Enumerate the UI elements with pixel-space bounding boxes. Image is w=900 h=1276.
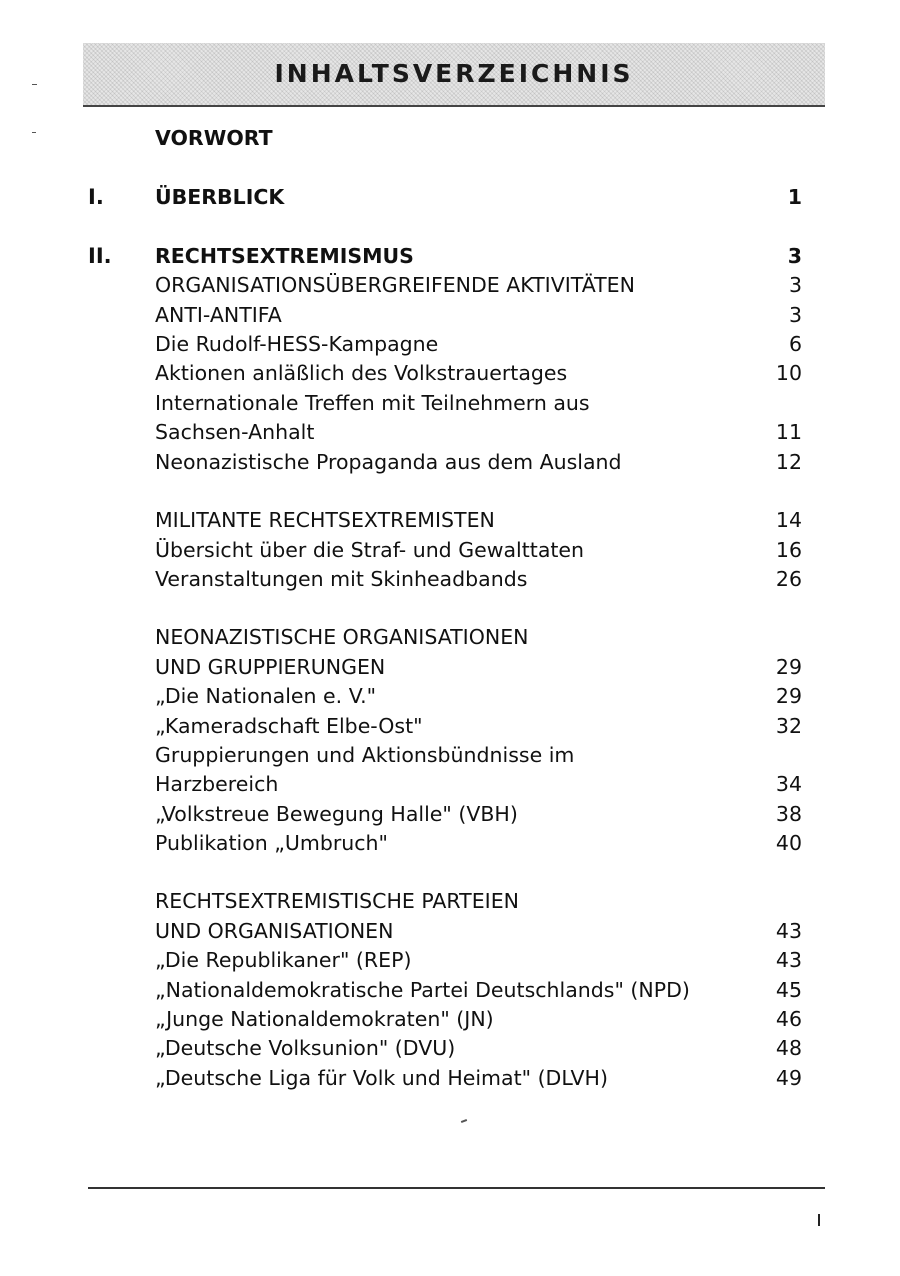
toc-entry-title: ÜBERBLICK	[155, 185, 285, 209]
toc-page-number: 12	[775, 450, 802, 474]
toc-entry-title: Übersicht über die Straf- und Gewalttaten	[155, 538, 585, 562]
toc-entry-title: Publikation „Umbruch"	[155, 831, 388, 855]
toc-entry	[0, 417, 900, 447]
toc-entry	[0, 916, 900, 946]
toc-entry	[0, 505, 900, 535]
toc-entry	[0, 535, 900, 565]
toc-page-number: 48	[775, 1036, 802, 1060]
toc-entry	[0, 1004, 900, 1034]
toc-entry	[0, 564, 900, 594]
scan-speck	[32, 132, 36, 133]
toc-entry	[0, 358, 900, 388]
toc-entry	[0, 711, 900, 741]
toc-chapter-number: II.	[88, 244, 112, 268]
toc-entry	[0, 241, 900, 271]
toc-page-number: 49	[775, 1066, 802, 1090]
toc-entry-title: ORGANISATIONSÜBERGREIFENDE AKTIVITÄTEN	[155, 273, 635, 297]
toc-entry-title: RECHTSEXTREMISTISCHE PARTEIEN	[155, 889, 519, 913]
toc-entry	[0, 1063, 900, 1093]
toc-entry-title: Sachsen-Anhalt	[155, 420, 315, 444]
scan-speck	[32, 84, 37, 85]
toc-entry-title: Internationale Treffen mit Teilnehmern aus	[155, 391, 590, 415]
toc-entry-title: MILITANTE RECHTSEXTREMISTEN	[155, 508, 495, 532]
toc-entry	[0, 769, 900, 799]
toc-page-number: 26	[775, 567, 802, 591]
toc-entry-title: Harzbereich	[155, 772, 279, 796]
toc-page-number: 3	[788, 273, 802, 297]
toc-entry	[0, 975, 900, 1005]
toc-entry-title: „Die Nationalen e. V."	[155, 684, 377, 708]
toc-page-number: 10	[775, 361, 802, 385]
toc-entry	[0, 300, 900, 330]
toc-entry	[0, 886, 900, 916]
toc-entry	[0, 945, 900, 975]
toc-entry-title: „Deutsche Volksunion" (DVU)	[155, 1036, 456, 1060]
footer-mark	[818, 1214, 820, 1226]
toc-entry-title: RECHTSEXTREMISMUS	[155, 244, 414, 268]
toc-page-number: 34	[775, 772, 802, 796]
toc-page-number: 14	[775, 508, 802, 532]
toc-page-number: 29	[775, 655, 802, 679]
toc-page-number: 43	[775, 948, 802, 972]
toc-entry	[0, 182, 900, 212]
toc-entry-title: „Deutsche Liga für Volk und Heimat" (DLVH)	[155, 1066, 608, 1090]
toc-entry	[0, 828, 900, 858]
toc-entry	[0, 681, 900, 711]
toc-entry-title: Veranstaltungen mit Skinheadbands	[155, 567, 528, 591]
toc-page-number: 6	[788, 332, 802, 356]
toc-page-number: 3	[787, 244, 802, 268]
toc-entry	[0, 799, 900, 829]
toc-entry	[0, 388, 900, 418]
toc-entry	[0, 740, 900, 770]
toc-chapter-number: I.	[88, 185, 104, 209]
toc-entry-title: „Junge Nationaldemokraten" (JN)	[155, 1007, 494, 1031]
toc-entry-title: „Volkstreue Bewegung Halle" (VBH)	[155, 802, 518, 826]
toc-page-number: 45	[775, 978, 802, 1002]
toc-page-number: 11	[775, 420, 802, 444]
toc-page-number: 1	[787, 185, 802, 209]
toc-entry	[0, 270, 900, 300]
toc-entry-title: „Nationaldemokratische Partei Deutschlands" (NPD)	[155, 978, 690, 1002]
toc-entry-title: VORWORT	[155, 126, 273, 150]
toc-entry	[0, 123, 900, 153]
footer-rule	[88, 1187, 825, 1189]
toc-page-number: 32	[775, 714, 802, 738]
toc-entry	[0, 329, 900, 359]
toc-entry-title: ANTI-ANTIFA	[155, 303, 282, 327]
toc-page-number: 43	[775, 919, 802, 943]
toc-entry-title: Die Rudolf-HESS-Kampagne	[155, 332, 439, 356]
toc-entry-title: Neonazistische Propaganda aus dem Ausland	[155, 450, 622, 474]
toc-page-number: 38	[775, 802, 802, 826]
toc-page-number: 16	[775, 538, 802, 562]
toc-entry-title: UND GRUPPIERUNGEN	[155, 655, 386, 679]
toc-entry	[0, 447, 900, 477]
toc-page-number: 40	[775, 831, 802, 855]
toc-page-number: 46	[775, 1007, 802, 1031]
toc-entry-title: „Kameradschaft Elbe-Ost"	[155, 714, 423, 738]
scan-speck	[461, 1119, 467, 1123]
toc-entry-title: „Die Republikaner" (REP)	[155, 948, 412, 972]
toc-entry-title: Aktionen anläßlich des Volkstrauertages	[155, 361, 568, 385]
title-banner	[83, 43, 825, 107]
toc-entry	[0, 622, 900, 652]
toc-entry-title: NEONAZISTISCHE ORGANISATIONEN	[155, 625, 529, 649]
toc-entry-title: UND ORGANISATIONEN	[155, 919, 394, 943]
page-title: INHALTSVERZEICHNIS	[274, 59, 634, 88]
toc-page-number: 29	[775, 684, 802, 708]
toc-entry	[0, 652, 900, 682]
toc-entry	[0, 1033, 900, 1063]
toc-entry-title: Gruppierungen und Aktionsbündnisse im	[155, 743, 575, 767]
toc-page-number: 3	[788, 303, 802, 327]
